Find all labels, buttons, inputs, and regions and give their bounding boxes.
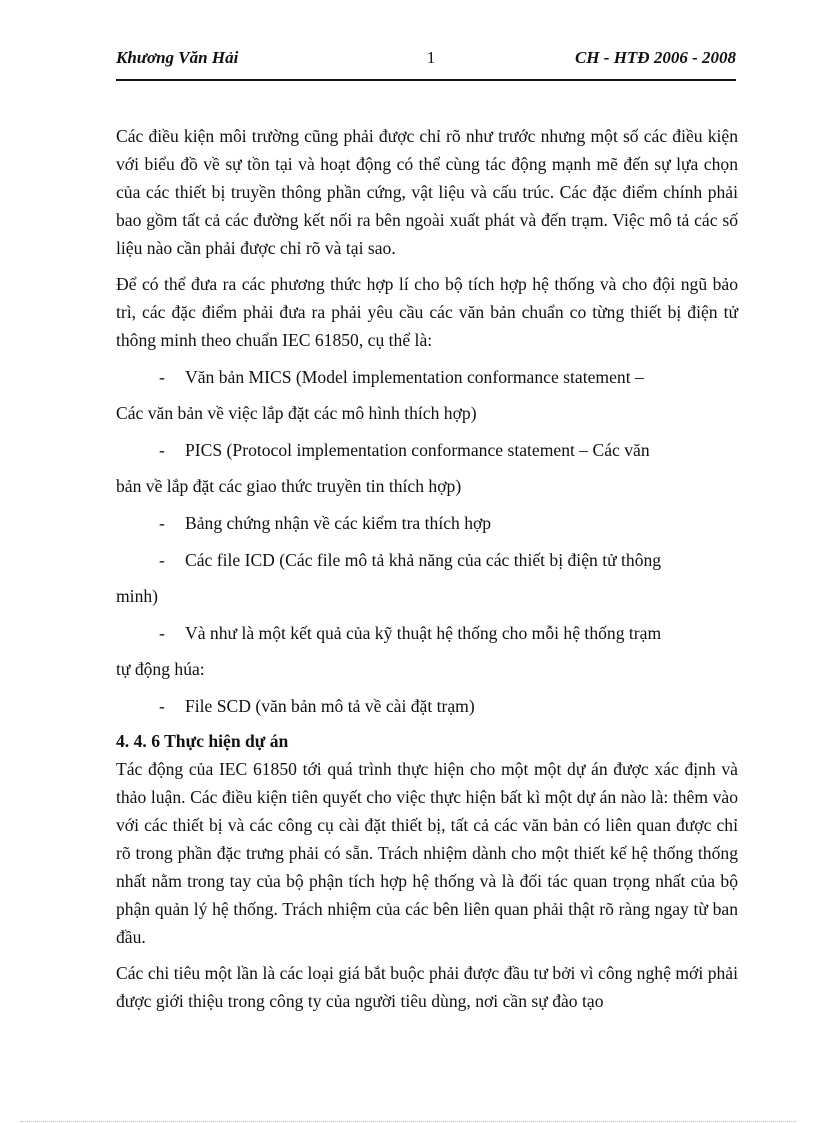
list-item-text: Bảng chứng nhận về các kiểm tra thích hợp <box>185 513 492 533</box>
paragraph-one-time-costs: Các chi tiêu một lần là các loại giá bắt buộc phải được đầu tư bởi vì công nghệ mới phải được giới thiệu trong công ty của người tiêu dùng, nơi cần sự đào tạo <box>116 963 738 1011</box>
page-header <box>116 48 736 72</box>
paragraph-project-implementation: Tác động của IEC 61850 tới quá trình thực hiện cho một một dự án được xác định và thảo luận. Các điều kiện tiên quyết cho việc thực hiện bất kì một dự án nào là: thêm vào với các thiết bị và các công cụ cài đặt thiết bị, tất cả các văn bản có liên quan được chỉ rõ trong phần đặc trưng phải có sẵn. Trách nhiệm dành cho một thiết kế hệ thống thống nhất nằm trong tay của bộ phận tích hợp hệ thống và là đối tác quan trọng nhất của bộ phận quản lý hệ thống. Trách nhiệm của các bên liên quan phải thật rõ ràng ngay từ ban đầu. <box>116 759 738 947</box>
list-item-continuation: bản về lắp đặt các giao thức truyền tin thích hợp) <box>116 476 462 496</box>
bullet-dash: - <box>159 550 165 570</box>
list-item-text: Văn bản MICS (Model implementation conformance statement – <box>185 367 644 387</box>
header-course: CH - HTĐ 2006 - 2008 <box>574 48 736 67</box>
bullet-dash: - <box>159 440 165 460</box>
page-body <box>116 122 738 1015</box>
list-item <box>116 619 738 647</box>
paragraph-documents-intro: Để có thể đưa ra các phương thức hợp lí cho bộ tích hợp hệ thống và cho đội ngũ bảo trì, các đặc điểm phải đưa ra phải yêu cầu các văn bản chuẩn co từng thiết bị điện tử thông minh theo chuẩn IEC 61850, cụ thể là: <box>116 274 738 350</box>
list-item <box>116 363 738 391</box>
list-item <box>116 509 738 537</box>
list-item-text: Các file ICD (Các file mô tả khả năng của các thiết bị điện tử thông <box>185 550 662 570</box>
bullet-dash: - <box>159 623 165 643</box>
list-item-continuation: Các văn bản về việc lắp đặt các mô hình thích hợp) <box>116 403 477 423</box>
page-bottom-border <box>20 1121 796 1122</box>
section-heading: 4. 4. 6 Thực hiện dự án <box>116 731 289 751</box>
header-rule <box>116 79 736 81</box>
header-author: Khương Văn Hải <box>116 48 239 67</box>
bullet-dash: - <box>159 367 165 387</box>
list-item-text: PICS (Protocol implementation conformance statement – Các văn <box>185 440 650 460</box>
page-number: 1 <box>426 48 436 67</box>
list-item-text: Và như là một kết quả của kỹ thuật hệ thống cho mỗi hệ thống trạm <box>185 623 662 643</box>
list-item-continuation: minh) <box>116 586 159 606</box>
list-item-text: File SCD (văn bản mô tả về cài đặt trạm) <box>185 696 475 716</box>
list-item <box>116 546 738 574</box>
list-item-continuation: tự động húa: <box>116 659 205 679</box>
bullet-dash: - <box>159 513 165 533</box>
list-item <box>116 436 738 464</box>
paragraph-environment: Các điều kiện môi trường cũng phải được chỉ rõ như trước nhưng một số các điều kiện với biểu đồ về sự tồn tại và hoạt động có thể cùng tác động mạnh mẽ đến sự lựa chọn của các thiết bị truyền thông phần cứng, vật liệu và cấu trúc. Các đặc điểm chính phải bao gồm tất cả các đường kết nối ra bên ngoài xuất phát và đến trạm. Việc mô tả các số liệu nào cần phải được chỉ rõ và tại sao. <box>116 126 738 258</box>
bullet-dash: - <box>159 696 165 716</box>
list-item <box>116 692 738 720</box>
